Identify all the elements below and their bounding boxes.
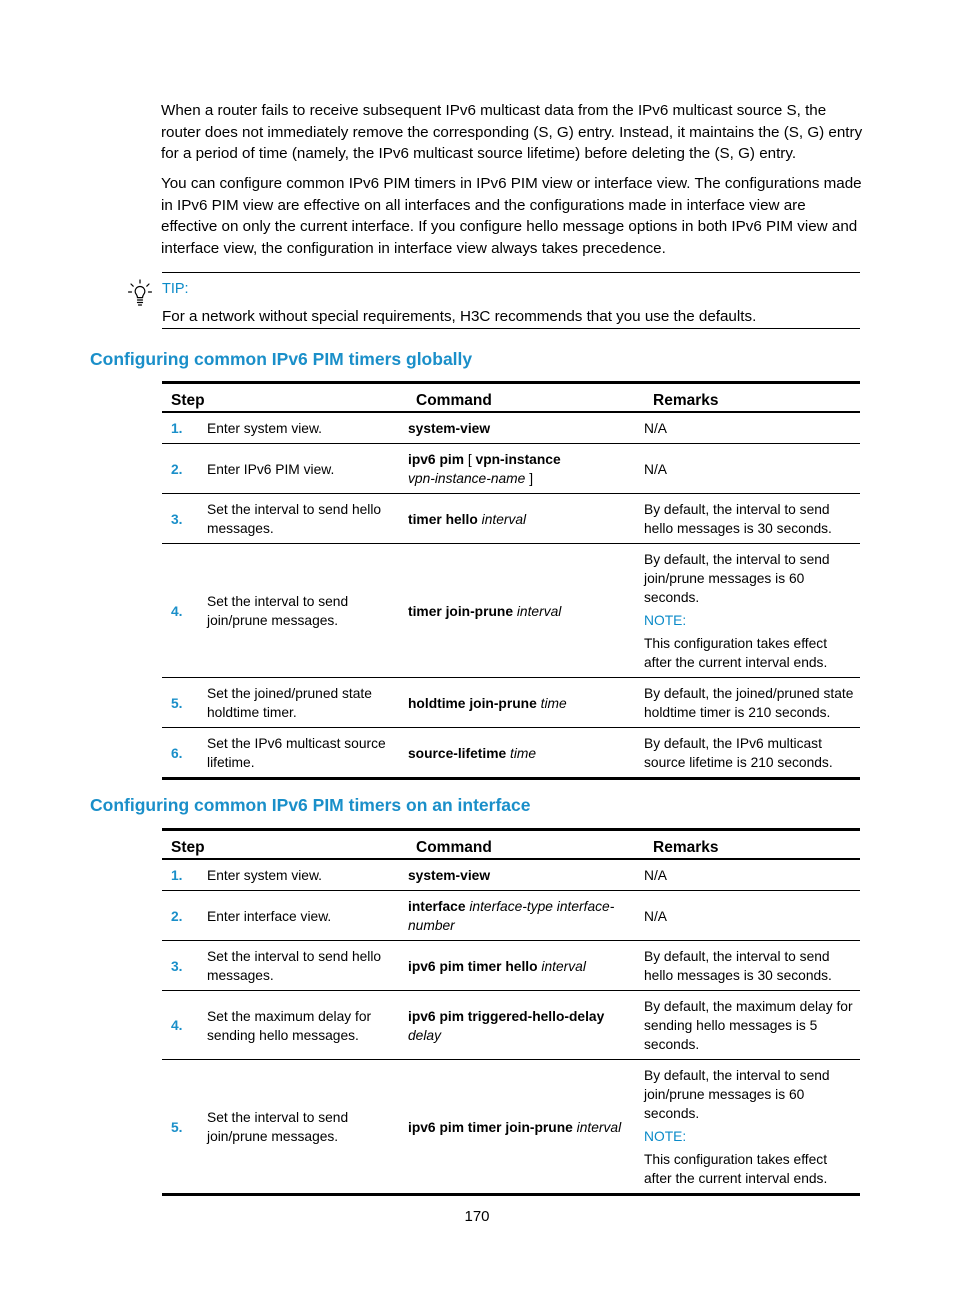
tip-top-rule <box>162 272 860 273</box>
command-argument: interval <box>481 511 527 527</box>
command-column-header: Command <box>407 830 644 860</box>
command-keyword: timer join-prune <box>408 603 514 619</box>
command-keyword: ipv6 pim triggered-hello-delay <box>408 1008 605 1024</box>
table-row <box>162 728 860 779</box>
step-description: Enter interface view. <box>207 891 407 941</box>
command-argument: vpn-instance-name <box>408 471 526 486</box>
step-number: 3. <box>162 941 207 991</box>
remarks-text: By default, the interval to send join/prune messages is 60 seconds. <box>644 1068 830 1121</box>
command-cell <box>407 444 644 494</box>
table-row <box>162 859 860 891</box>
remarks-cell <box>644 544 860 678</box>
command-cell <box>407 728 644 779</box>
step-number: 6. <box>162 728 207 779</box>
step-number: 4. <box>162 544 207 678</box>
command-cell <box>407 678 644 728</box>
note-text: This configuration takes effect after the current interval ends. <box>644 636 828 670</box>
command-cell <box>407 891 644 941</box>
command-argument: time <box>510 745 537 761</box>
step-description: Set the maximum delay for sending hello messages. <box>207 991 407 1060</box>
note-label: NOTE: <box>644 613 687 628</box>
table-header-row <box>162 383 860 413</box>
command-cell <box>407 859 644 891</box>
intro-paragraph-2: You can configure common IPv6 PIM timers in IPv6 PIM view or interface view. The configurations made in IPv6 PIM view are effective on all interfaces and the configurations made in interface view are effective on only the current interface. If you configure hello message options in both IPv6 PIM view and interface view, the configuration in interface view always takes precedence. <box>161 175 862 257</box>
command-keyword: vpn-instance <box>475 452 561 467</box>
command-cell <box>407 1060 644 1195</box>
command-keyword: system-view <box>408 868 491 883</box>
remarks-cell: By default, the interval to send hello messages is 30 seconds. <box>644 494 860 544</box>
note-text: This configuration takes effect after the current interval ends. <box>644 1152 828 1186</box>
step-description: Set the IPv6 multicast source lifetime. <box>207 728 407 779</box>
command-keyword: system-view <box>408 421 491 436</box>
remarks-cell: N/A <box>644 412 860 444</box>
command-keyword: ipv6 pim timer hello <box>408 958 538 974</box>
interface-timers-table <box>162 828 860 1196</box>
step-description: Set the interval to send hello messages. <box>207 941 407 991</box>
remarks-cell <box>644 1060 860 1195</box>
command-argument: interface-type interface-number <box>408 899 615 933</box>
command-bracket: ] <box>529 471 534 486</box>
command-keyword: ipv6 pim <box>408 452 464 467</box>
remarks-cell: N/A <box>644 891 860 941</box>
intro-paragraph-1: When a router fails to receive subsequent IPv6 multicast data from the IPv6 multicast source S, the router does not immediately remove the corresponding (S, G) entry. Instead, it maintains the (S, G) entry for a period of time (namely, the IPv6 multicast source lifetime) before deleting the (S, G) entry. <box>161 102 863 162</box>
command-cell <box>407 941 644 991</box>
table-row <box>162 941 860 991</box>
table-row <box>162 678 860 728</box>
step-description: Enter IPv6 PIM view. <box>207 444 407 494</box>
command-cell <box>407 991 644 1060</box>
step-description: Enter system view. <box>207 412 407 444</box>
tip-label: TIP: <box>162 281 189 297</box>
section-heading-global: Configuring common IPv6 PIM timers globally <box>90 349 473 369</box>
step-number: 1. <box>162 412 207 444</box>
page-number: 170 <box>464 1208 490 1225</box>
step-number: 1. <box>162 859 207 891</box>
step-number: 4. <box>162 991 207 1060</box>
step-description: Enter system view. <box>207 859 407 891</box>
step-number: 5. <box>162 678 207 728</box>
tip-bottom-rule <box>162 328 860 329</box>
command-bracket: [ <box>467 452 472 467</box>
command-cell <box>407 494 644 544</box>
table-header-row <box>162 830 860 860</box>
command-column-header: Command <box>407 383 644 413</box>
command-cell <box>407 412 644 444</box>
remarks-text: By default, the interval to send join/prune messages is 60 seconds. <box>644 552 830 605</box>
lightbulb-icon <box>128 279 152 307</box>
command-argument: interval <box>516 603 562 619</box>
step-column-header: Step <box>162 383 407 413</box>
remarks-cell: By default, the interval to send hello messages is 30 seconds. <box>644 941 860 991</box>
command-keyword: interface <box>408 899 466 914</box>
command-keyword: holdtime join-prune <box>408 695 537 711</box>
step-number: 5. <box>162 1060 207 1195</box>
table-row <box>162 444 860 494</box>
step-number: 2. <box>162 891 207 941</box>
table-row <box>162 991 860 1060</box>
command-cell <box>407 544 644 678</box>
table-row <box>162 494 860 544</box>
table-row <box>162 544 860 678</box>
command-argument: delay <box>408 1027 441 1043</box>
remarks-column-header: Remarks <box>644 383 860 413</box>
tip-text: For a network without special requirements, H3C recommends that you use the defaults. <box>162 308 757 325</box>
global-timers-table <box>162 381 860 780</box>
command-argument: interval <box>541 958 586 974</box>
step-description: Set the interval to send join/prune messages. <box>207 1060 407 1195</box>
table-row <box>162 1060 860 1195</box>
note-label: NOTE: <box>644 1129 687 1144</box>
remarks-cell: By default, the joined/pruned state holdtime timer is 210 seconds. <box>644 678 860 728</box>
command-keyword: timer hello <box>408 511 478 527</box>
step-column-header: Step <box>162 830 407 860</box>
step-description: Set the joined/pruned state holdtime timer. <box>207 678 407 728</box>
remarks-cell: N/A <box>644 444 860 494</box>
command-argument: interval <box>576 1119 622 1135</box>
section-heading-interface: Configuring common IPv6 PIM timers on an interface <box>90 795 531 815</box>
step-description: Set the interval to send join/prune messages. <box>207 544 407 678</box>
step-description: Set the interval to send hello messages. <box>207 494 407 544</box>
step-number: 2. <box>162 444 207 494</box>
command-keyword: ipv6 pim timer join-prune <box>408 1119 573 1135</box>
command-argument: time <box>540 695 567 711</box>
command-keyword: source-lifetime <box>408 745 507 761</box>
table-row <box>162 891 860 941</box>
remarks-cell: By default, the maximum delay for sending hello messages is 5 seconds. <box>644 991 860 1060</box>
remarks-cell: N/A <box>644 859 860 891</box>
remarks-column-header: Remarks <box>644 830 860 860</box>
step-number: 3. <box>162 494 207 544</box>
table-row <box>162 412 860 444</box>
remarks-cell: By default, the IPv6 multicast source lifetime is 210 seconds. <box>644 728 860 779</box>
